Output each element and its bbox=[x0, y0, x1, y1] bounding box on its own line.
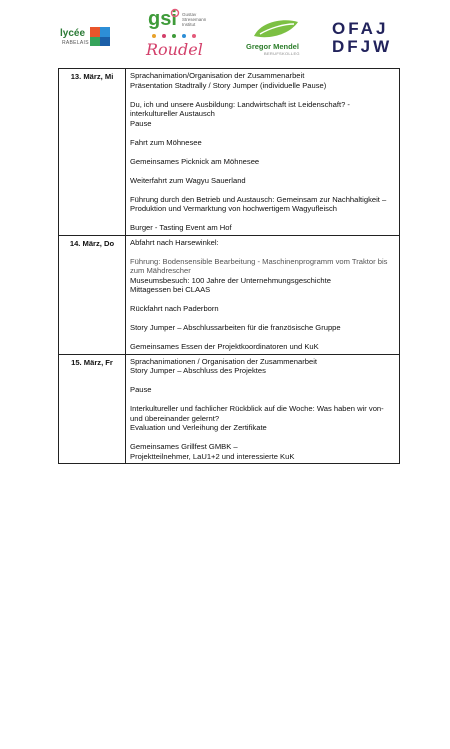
day-activities-friday bbox=[126, 354, 400, 464]
gsi-roudel-logo bbox=[140, 8, 220, 64]
spacer bbox=[130, 433, 395, 443]
activity-item: Pause bbox=[130, 385, 152, 394]
lycee-rabelais-logo bbox=[58, 24, 114, 52]
activity-item: Sprachanimationen / Organisation der Zusammenarbeit Story Jumper – Abschluss des Projektes bbox=[130, 356, 317, 375]
activity-item: Gemeinsames Essen der Projektkoordinatoren und KuK bbox=[130, 342, 319, 351]
day-label-wednesday: 13. März, Mi bbox=[59, 69, 126, 236]
gsi-logo-sub: Gustav Stresemann Institut bbox=[182, 12, 207, 27]
activity-item: Sprachanimation/Organisation der Zusammenarbeit Präsentation Stadtrally / Story Jumper (individuelle Pause) bbox=[130, 71, 327, 90]
table-row bbox=[59, 69, 400, 236]
activity-item: Burger - Tasting Event am Hof bbox=[130, 223, 232, 232]
dfjw-line: DFJW bbox=[332, 37, 393, 56]
spacer bbox=[130, 247, 395, 257]
spacer bbox=[130, 333, 395, 343]
gsi-ring-icon bbox=[170, 8, 180, 18]
activity-item: Fahrt zum Möhnesee bbox=[130, 137, 202, 147]
gregor-mendel-word: Gregor Mendel bbox=[246, 42, 299, 51]
gsi-logo-word: gsi bbox=[148, 8, 177, 30]
activity-item: Weiterfahrt zum Wagyu Sauerland bbox=[130, 175, 246, 185]
table-row bbox=[59, 354, 400, 464]
activity-item: Abfahrt nach Harsewinkel: bbox=[130, 237, 219, 247]
activity-item: Gemeinsames Grillfest GMBK – Projektteilnehmer, LaU1+2 und interessierte KuK bbox=[130, 442, 295, 461]
activity-item: Du, ich und unsere Ausbildung: Landwirtschaft ist Leidenschaft? - interkultureller Austausch Pause bbox=[130, 99, 350, 128]
activity-item: Interkultureller und fachlicher Rückblick auf die Woche: Was haben wir von- und übereinander gelernt? Evaluation und Verleihung der Zertifikate bbox=[130, 404, 384, 432]
spacer bbox=[130, 214, 395, 224]
leaf-icon bbox=[246, 18, 306, 40]
spacer bbox=[130, 185, 395, 195]
spacer bbox=[130, 147, 395, 157]
table-row bbox=[59, 235, 400, 354]
spacer bbox=[130, 314, 395, 324]
logo-header bbox=[0, 0, 450, 68]
activity-item: Gemeinsames Picknick am Möhnesee bbox=[130, 156, 260, 166]
day-activities-thursday bbox=[126, 235, 400, 354]
lycee-logo-sub: RABELAIS bbox=[62, 40, 89, 46]
spacer bbox=[130, 376, 395, 386]
activity-item: Rückfahrt nach Paderborn bbox=[130, 304, 219, 313]
lycee-logo-word: lycée bbox=[60, 28, 86, 39]
spacer bbox=[130, 166, 395, 176]
activity-item: Museumsbesuch: 100 Jahre der Unternehmungsgeschichte Mittagessen bei CLAAS bbox=[130, 275, 331, 294]
spacer bbox=[130, 295, 395, 305]
ofaj-dfjw-logo bbox=[332, 20, 392, 56]
lycee-mark-icon bbox=[88, 24, 112, 48]
day-label-friday: 15. März, Fr bbox=[59, 354, 126, 464]
schedule-table bbox=[58, 68, 400, 464]
spacer bbox=[130, 128, 395, 138]
activity-item: Führung: Bodensensible Bearbeitung - Maschinenprogramm vom Traktor bis zum Mähdrescher bbox=[130, 256, 388, 275]
gregor-mendel-sub: BERUFSKOLLEG bbox=[264, 51, 300, 56]
spacer bbox=[130, 90, 395, 100]
roudel-logo-word: Roudel bbox=[146, 40, 203, 59]
spacer bbox=[130, 395, 395, 405]
ofaj-line: OFAJ bbox=[332, 19, 389, 38]
day-activities-wednesday bbox=[126, 69, 400, 236]
activity-item: Führung durch den Betrieb und Austausch: Gemeinsam zur Nachhaltigkeit – Produktion und Vermarktung von hochwertigem Wagyufleisch bbox=[130, 194, 387, 213]
day-label-thursday: 14. März, Do bbox=[59, 235, 126, 354]
roudel-dots-icon bbox=[146, 32, 216, 40]
activity-item: Story Jumper – Abschlussarbeiten für die französische Gruppe bbox=[130, 323, 341, 332]
gregor-mendel-logo bbox=[246, 18, 306, 58]
